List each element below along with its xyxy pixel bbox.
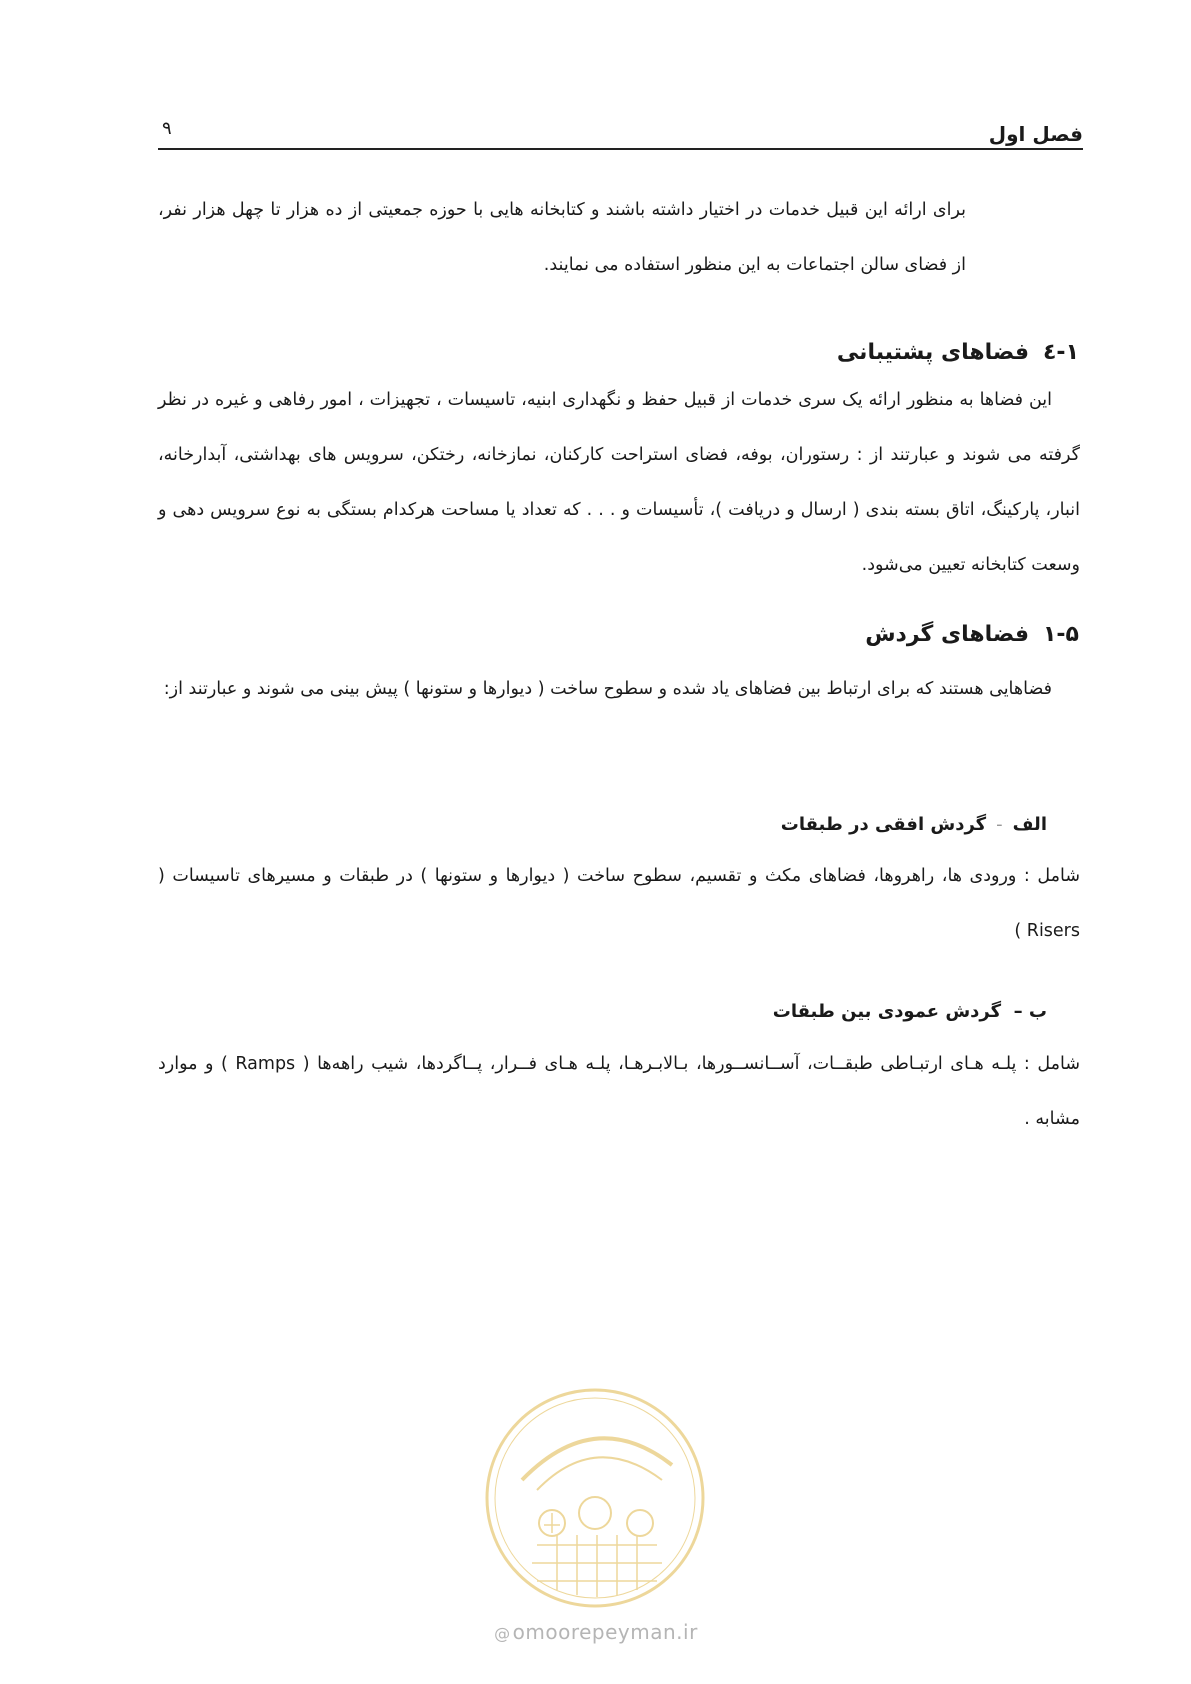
subheading-horizontal-circulation — [781, 814, 1047, 835]
subheading-vertical-circulation — [773, 1001, 1047, 1022]
chapter-title: فصل اول — [988, 122, 1083, 146]
dash-icon: - — [996, 814, 1003, 835]
running-header — [158, 118, 1083, 150]
vertical-circulation-paragraph: شامل : پلـه هـای ارتبـاطی طبقــات، آســانســورها، بـالابـرهـا، پلـه هـای فــرار، پــاگردها، شیب راهه‌ها ( Ramps ) و موارد مشابه . — [158, 1054, 1080, 1129]
intro-paragraph: برای ارائه این قبیل خدمات در اختیار داشته باشند و کتابخانه هایی با حوزه جمعیتی از ده هزار تا چهل هزار نفر، از فضای سالن اجتماعات به این منظور استفاده می نمایند. — [158, 200, 966, 275]
watermark-url: @ omoorepeyman.ir — [494, 1620, 698, 1644]
section-number: ۱-۵ — [1043, 622, 1079, 647]
item-label: ب – — [1013, 1001, 1047, 1022]
watermark-seal-icon — [482, 1385, 708, 1611]
item-title: گردش عمودی بین طبقات — [772, 1001, 1002, 1022]
section-heading-support-spaces — [837, 340, 1079, 365]
support-spaces-paragraph: این فضاها به منظور ارائه یک سری خدمات از قبیل حفظ و نگهداری ابنیه، تاسیسات ، تجهیزات ، امور رفاهی و غیره در نظر گرفته می شوند و عبارتند از : رستوران، بوفه، فضای استراحت کارکنان، نمازخانه، رختکن، سرویس های بهداشتی، آبدارخانه، انبار، پارکینگ، اتاق بسته بندی ( ارسال و دریافت )، تأسیسات و . . . که تعداد یا مساحت هرکدام بستگی به نوع سرویس دهی و وسعت کتابخانه تعیین می‌شود. — [158, 390, 1080, 575]
horizontal-circulation-paragraph: شامل : ورودی ها، راهروها، فضاهای مکث و تقسیم، سطوح ساخت ( دیوارها و ستونها ) در طبقات و مسیرهای تاسیسات ( Risers ) — [158, 866, 1080, 941]
section-title: فضاهای پشتیبانی — [836, 340, 1029, 365]
at-icon: @ — [494, 1624, 511, 1643]
item-title: گردش افقی در طبقات — [780, 814, 987, 835]
section-heading-circulation-spaces — [865, 622, 1079, 647]
page-number: ۹ — [162, 118, 172, 139]
item-label: الف — [1012, 814, 1047, 835]
header-rule — [158, 148, 1083, 150]
section-number: ۱-٤ — [1042, 340, 1079, 365]
section-title: فضاهای گردش — [865, 622, 1029, 647]
circulation-spaces-paragraph: فضاهایی هستند که برای ارتباط بین فضاهای یاد شده و سطوح ساخت ( دیوارها و ستونها ) پیش بینی می شوند و عبارتند از: — [163, 679, 1052, 699]
